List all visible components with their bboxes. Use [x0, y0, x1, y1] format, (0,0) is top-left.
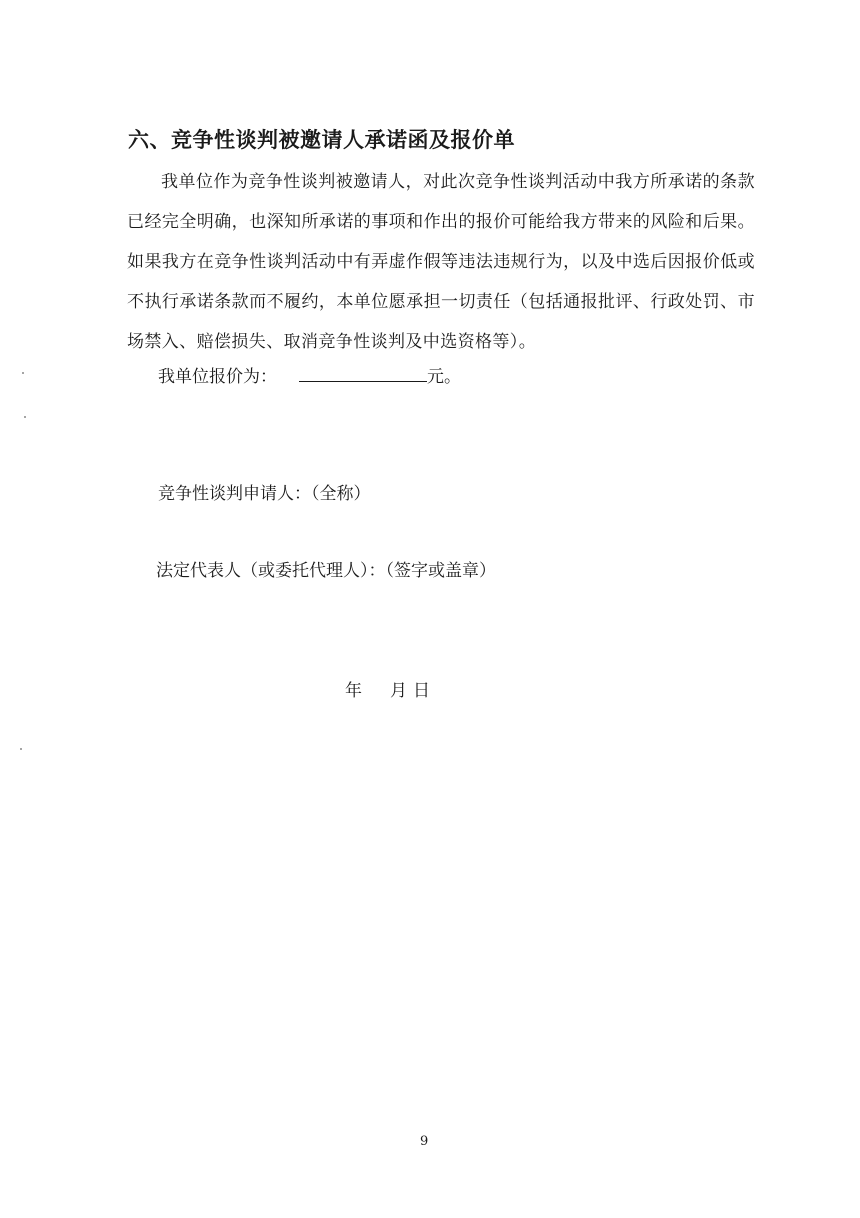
- quote-label: 我单位报价为：: [158, 367, 277, 387]
- page-number: 9: [420, 1134, 429, 1149]
- commitment-paragraph: 我单位作为竞争性谈判被邀请人，对此次竞争性谈判活动中我方所承诺的条款已经完全明确，也深知所承诺的事项和作出的报价可能给我方带来的风险和后果。如果我方在竞争性谈判活动中有弄虚作假等违法违规行为，以及中选后因报价低或不执行承诺条款而不履约，本单位愿承担一切责任（包括通报批评、行政处罚、市场禁入、赔偿损失、取消竞争性谈判及中选资格等）。: [127, 172, 755, 352]
- scan-speck: [22, 372, 24, 374]
- date-day: 日: [413, 681, 430, 701]
- date-month: 月: [390, 681, 407, 701]
- legal-representative-label: 法定代表人（或委托代理人）：（签字或盖章）: [156, 561, 496, 581]
- quote-amount-blank: [299, 365, 427, 382]
- applicant-label: 竞争性谈判申请人：（全称）: [158, 484, 371, 504]
- date-line: [345, 676, 430, 701]
- section-title: 六、竞争性谈判被邀请人承诺函及报价单: [128, 128, 515, 152]
- date-year: 年: [345, 681, 362, 701]
- scan-speck: [24, 416, 26, 418]
- quote-line: [158, 362, 461, 387]
- scan-speck: [20, 748, 22, 750]
- quote-unit: 元。: [427, 367, 461, 387]
